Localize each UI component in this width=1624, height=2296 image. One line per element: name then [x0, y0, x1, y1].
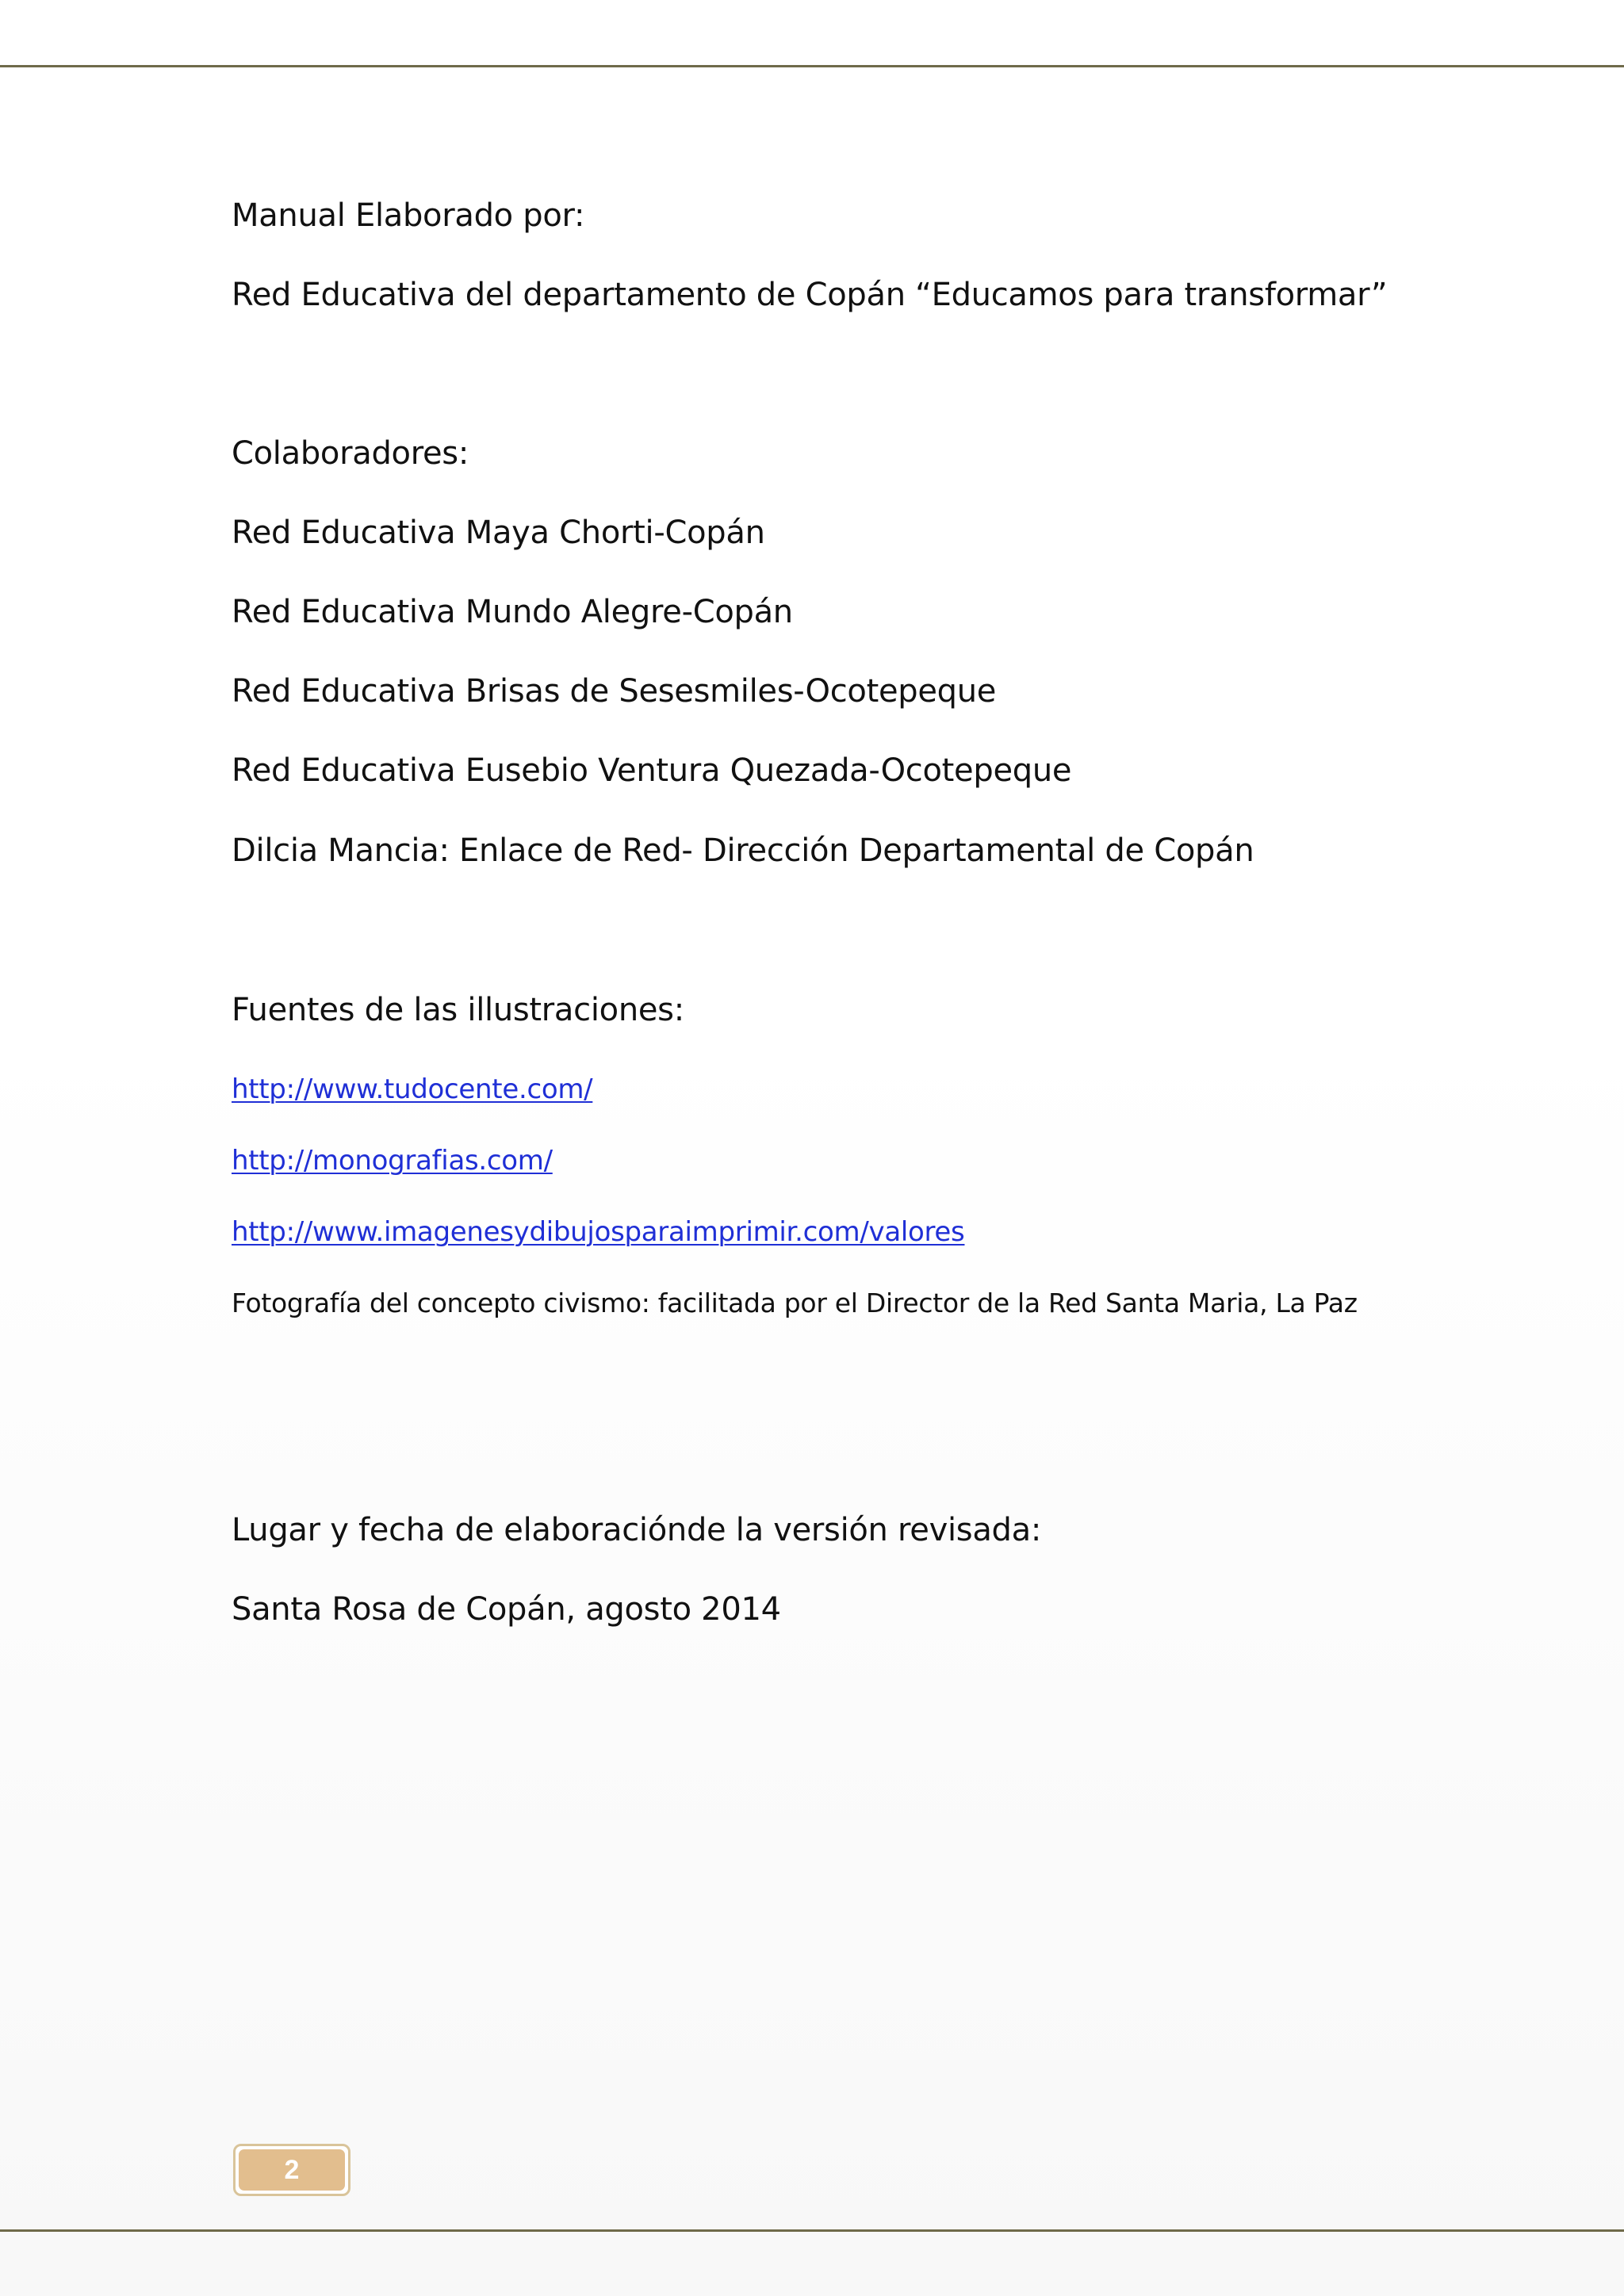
- page-number: 2: [239, 2149, 345, 2191]
- source-link[interactable]: http://www.imagenesydibujosparaimprimir.com/valores: [232, 1216, 965, 1248]
- collaborator-item: Red Educativa Eusebio Ventura Quezada-Ocotepeque: [232, 752, 1072, 789]
- collaborator-item: Dilcia Mancia: Enlace de Red- Dirección Departamental de Copán: [232, 832, 1254, 869]
- place-date-heading: Lugar y fecha de elaboracióndе la versión revisada:: [232, 1512, 1042, 1548]
- author-line: Red Educativa del departamento de Copán “Educamos para transformar”: [232, 277, 1388, 313]
- source-link[interactable]: http://monografias.com/: [232, 1145, 553, 1177]
- place-date: Santa Rosa de Copán, agosto 2014: [232, 1591, 781, 1628]
- page-number-badge: [233, 2144, 350, 2196]
- header-rule: [0, 65, 1624, 67]
- photo-credit: Fotografía del concepto civismo: facilitada por el Director de la Red Santa Maria, La Paz: [232, 1288, 1358, 1318]
- source-link[interactable]: http://www.tudocente.com/: [232, 1073, 593, 1105]
- collaborators-heading: Colaboradores:: [232, 435, 469, 472]
- collaborator-item: Red Educativa Maya Chorti-Copán: [232, 515, 765, 551]
- sources-heading: Fuentes de las illustraciones:: [232, 992, 684, 1028]
- footer-rule: [0, 2229, 1624, 2232]
- collaborator-item: Red Educativa Brisas de Sesesmiles-Ocotepeque: [232, 673, 997, 710]
- author-heading: Manual Elaborado por:: [232, 197, 585, 234]
- collaborator-item: Red Educativa Mundo Alegre-Copán: [232, 594, 793, 630]
